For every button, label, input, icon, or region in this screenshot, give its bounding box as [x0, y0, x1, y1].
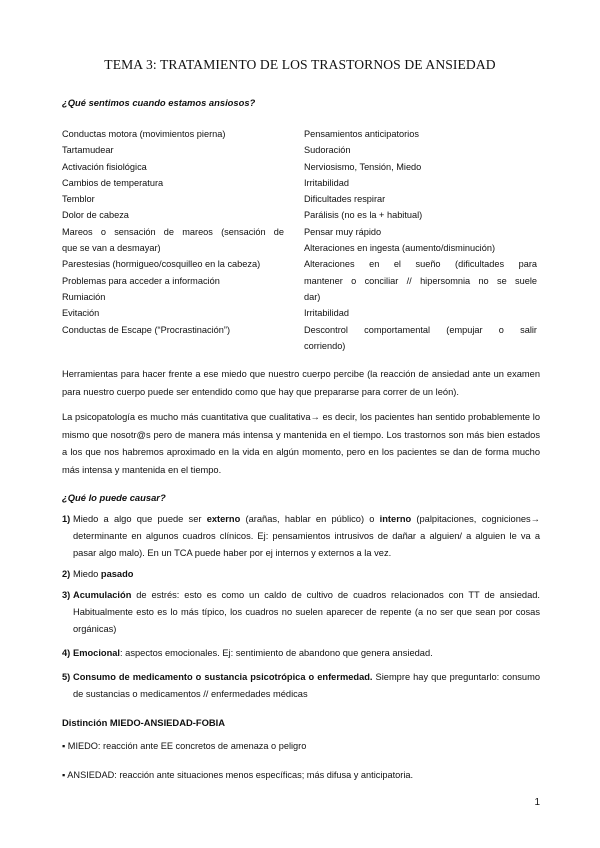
list-item: Rumiación: [62, 291, 106, 302]
item-text: : aspectos emocionales. Ej: sentimiento de abandono que genera ansiedad.: [120, 648, 433, 658]
list-item: que se van a desmayar): [62, 243, 161, 254]
list-item: Evitación: [62, 308, 100, 319]
list-item: Nerviosismo, Tensión, Miedo: [304, 161, 422, 172]
item-bold-text: externo: [206, 514, 241, 524]
item-text: Siempre hay que preguntarlo: consumo de sustancias o medicamentos // enfermedades médicas: [73, 672, 540, 699]
item-bold-text: Acumulación: [73, 590, 132, 600]
cause-item-2: [62, 566, 540, 583]
list-item: Parálisis (no es la + habitual): [304, 210, 423, 221]
item-bold-text: interno: [379, 514, 412, 524]
list-item: dar): [304, 291, 321, 302]
list-item: Mareos o sensación de mareos (sensación de: [62, 226, 284, 237]
cause-item-3: [62, 587, 540, 638]
page-number: 1: [534, 797, 540, 808]
list-item: mantener o conciliar // hipersomnia no se suele: [304, 275, 537, 286]
item-text: (palpitaciones, cogniciones→ determinante en algunos cuadros clínicos. Ej: pensamientos intrusivos de dañar a alguien/ a alguien le va a pasar algo malo). En un TCA puede haber por ej internos y externos a la vez.: [73, 514, 540, 558]
bullet-item-ansiedad: ▪ ANSIEDAD: reacción ante situaciones menos específicas; más difusa y anticipatoria.: [62, 770, 414, 780]
item-text: (arañas, hablar en público) o: [240, 514, 380, 524]
list-item: Irritabilidad: [304, 177, 349, 188]
list-item: Problemas para acceder a información: [62, 275, 220, 286]
paragraph-tools: Herramientas para hacer frente a ese miedo que nuestro cuerpo percibe (la reacción de ansiedad ante un examen para nuestro cuerpo puede ser entendido como que hay que prepararse para correr de un león).: [62, 369, 540, 397]
list-item: Tartamudear: [62, 145, 114, 156]
list-item: Irritabilidad: [304, 308, 349, 319]
list-item: Conductas motora (movimientos pierna): [62, 129, 226, 139]
list-item: Conductas de Escape (“Procrastinación”): [62, 324, 231, 335]
bullet-item-miedo: ▪ MIEDO: reacción ante EE concretos de amenaza o peligro: [62, 741, 307, 751]
symptom-list-right: [304, 126, 537, 354]
list-item: Dolor de cabeza: [62, 210, 129, 221]
list-item: Alteraciones en ingesta (aumento/disminución): [304, 243, 495, 254]
question-heading-feelings: ¿Qué sentimos cuando estamos ansiosos?: [62, 97, 256, 108]
list-item: Cambios de temperatura: [62, 177, 164, 188]
item-number: 5): [62, 672, 71, 682]
list-item: corriendo): [304, 340, 346, 351]
item-number: 1): [62, 514, 71, 524]
item-number: 2): [62, 569, 71, 579]
paragraph-psychopathology: La psicopatología es mucho más cuantitativa que cualitativa→ es decir, los pacientes han sentido probablemente lo mismo que nosotr@s pero de manera más intensa y mantenida en el tiempo. Los trastornos son más bien estados a los que nos habremos aproximado en la vida en algún momento, pero en los pacientes se dan de forma mucho más intensa y mantenida en el tiempo.: [62, 412, 540, 475]
list-item: Activación fisiológica: [62, 161, 147, 172]
page-title: TEMA 3: TRATAMIENTO DE LOS TRASTORNOS DE ANSIEDAD: [104, 57, 496, 72]
item-bold-text: pasado: [100, 569, 134, 579]
list-item: Temblor: [62, 194, 95, 205]
list-item: Sudoración: [304, 145, 351, 156]
item-number: 4): [62, 648, 71, 658]
item-bold-text: Emocional: [73, 648, 121, 658]
cause-item-1: [62, 511, 540, 562]
list-item: Pensamientos anticipatorios: [304, 129, 419, 139]
symptom-list-left: [62, 126, 284, 338]
list-item: Dificultades respirar: [304, 194, 386, 205]
list-item: Alteraciones en el sueño (dificultades para: [304, 259, 537, 270]
item-text: Miedo a algo que puede ser: [73, 514, 207, 524]
cause-item-4: [62, 645, 540, 662]
question-heading-causes: ¿Qué lo puede causar?: [62, 492, 166, 503]
section-heading: Distinción MIEDO-ANSIEDAD-FOBIA: [62, 717, 226, 728]
list-item: Pensar muy rápido: [304, 226, 382, 237]
item-text: Miedo: [73, 569, 101, 579]
cause-item-5: [62, 669, 540, 703]
list-item: Descontrol comportamental (empujar o salir: [304, 324, 537, 335]
item-number: 3): [62, 590, 71, 600]
list-item: Parestesias (hormigueo/cosquilleo en la cabeza): [62, 259, 261, 270]
item-bold-text: Consumo de medicamento o sustancia psicotrópica o enfermedad.: [73, 672, 373, 682]
item-text: de estrés: esto es como un caldo de cultivo de cuadros relacionados con TT de ansiedad. Habitualmente esto es lo más típico, los cuadros no suelen aparecer de repente (a no ser que sean por cosas orgánicas): [73, 590, 540, 634]
